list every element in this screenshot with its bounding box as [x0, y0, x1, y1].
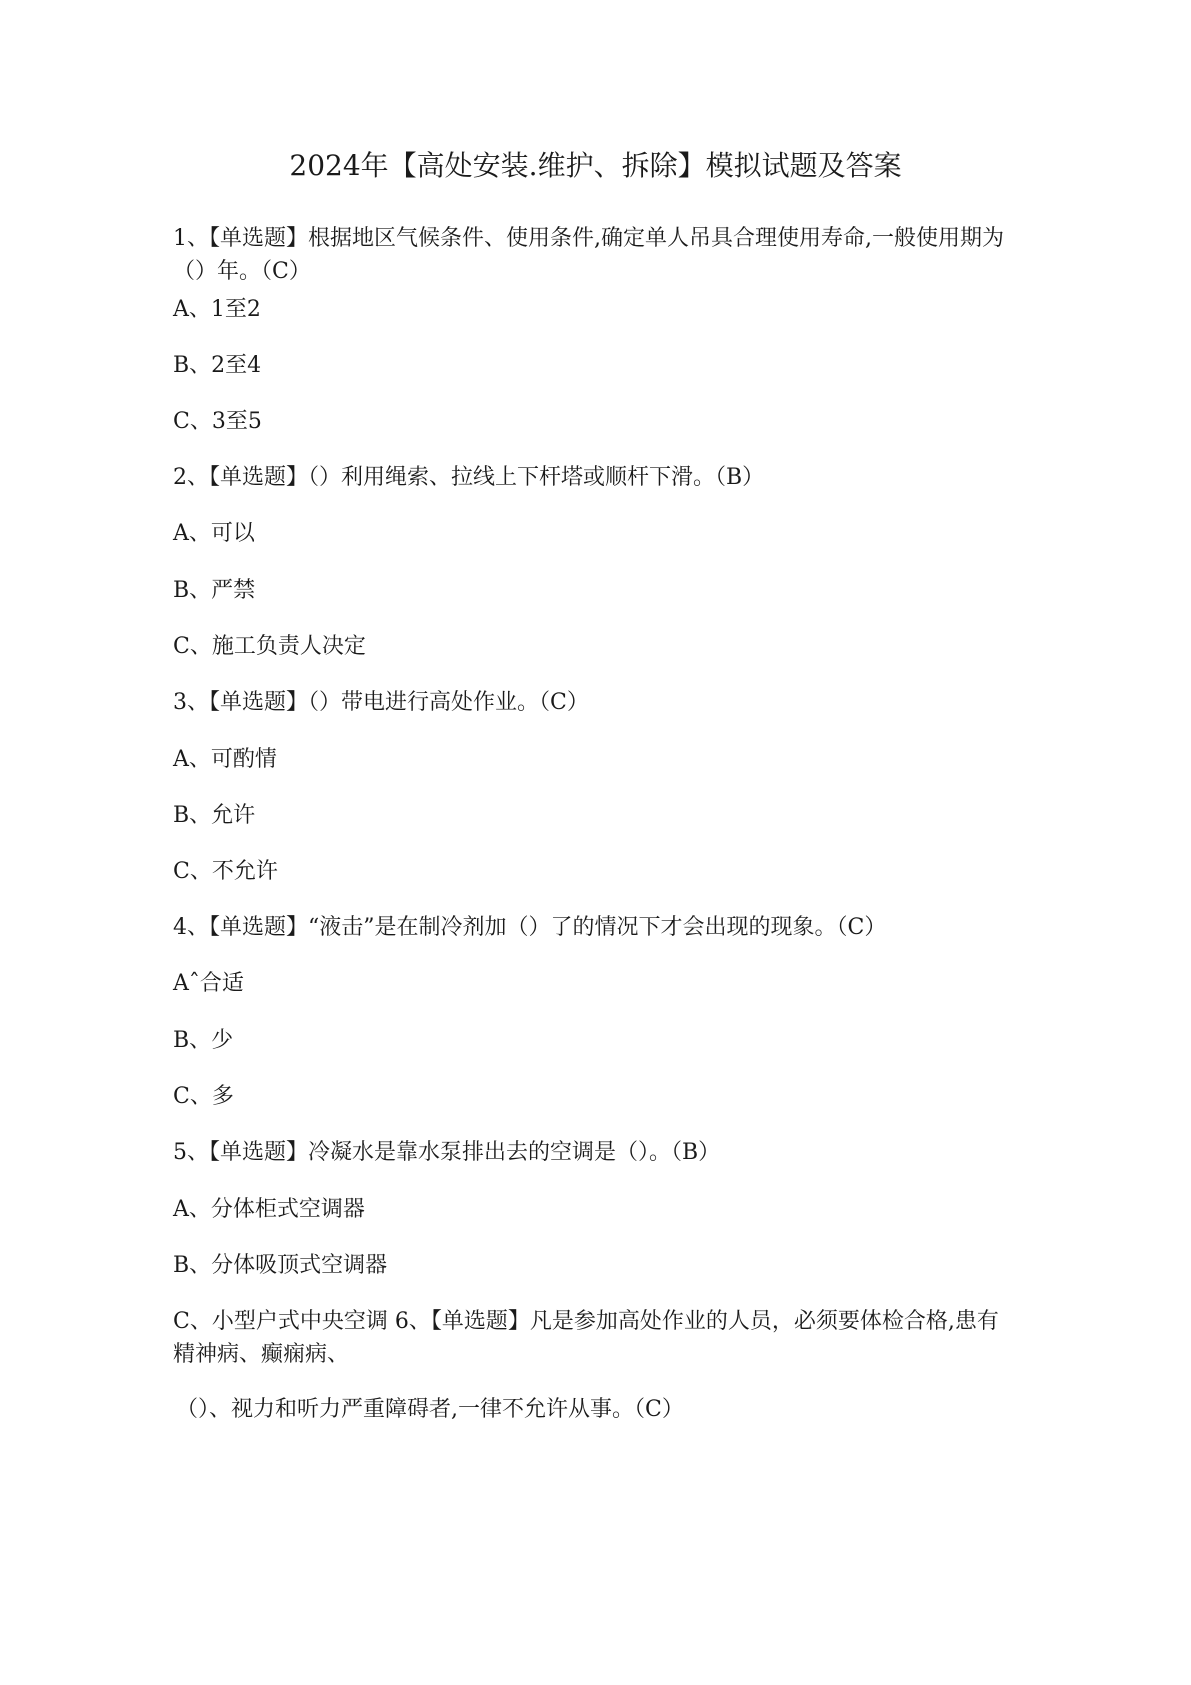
question-2-option-b: B、严禁 [173, 578, 256, 603]
question-1-option-c: C、3至5 [173, 409, 262, 434]
question-5-stem: 5、【单选题】冷凝水是靠水泵排出去的空调是（）。（B） [173, 1140, 721, 1165]
question-5-option-b: B、分体吸顶式空调器 [173, 1253, 388, 1278]
question-5-option-c-and-question-6-stem: C、小型户式中央空调 6、【单选题】凡是参加高处作业的人员，必须要体检合格,患有精神病、癫痫病、 [173, 1309, 999, 1367]
question-3-stem: 3、【单选题】（）带电进行高处作业。（C） [173, 690, 589, 715]
question-4-stem: 4、【单选题】“液击”是在制冷剂加（）了的情况下才会出现的现象。（C） [173, 915, 887, 940]
question-3-option-a: A、可酌情 [173, 747, 277, 772]
question-3-option-b: B、允许 [173, 803, 256, 828]
question-4-option-b: B、少 [173, 1028, 234, 1053]
question-2-option-a: A、可以 [173, 521, 255, 546]
question-2-option-c: C、施工负责人决定 [173, 634, 366, 659]
question-2-stem: 2、【单选题】（）利用绳索、拉线上下杆塔或顺杆下滑。（B） [173, 465, 765, 490]
question-4-option-a: Aˆ合适 [173, 971, 244, 996]
question-1-option-a: A、1至2 [173, 297, 261, 322]
question-4-option-c: C、多 [173, 1084, 234, 1109]
question-1-stem: 1、【单选题】根据地区气候条件、使用条件,确定单人吊具合理使用寿命,一般使用期为（）年。（C） [173, 226, 1004, 284]
question-3-option-c: C、不允许 [173, 859, 278, 884]
question-6-stem-continued: （）、视力和听力严重障碍者,一律不允许从事。（C） [176, 1397, 684, 1422]
document-title: 2024年【高处安装.维护、拆除】模拟试题及答案 [289, 149, 902, 182]
question-1-option-b: B、2至4 [173, 353, 262, 378]
question-5-option-a: A、分体柜式空调器 [173, 1197, 365, 1222]
